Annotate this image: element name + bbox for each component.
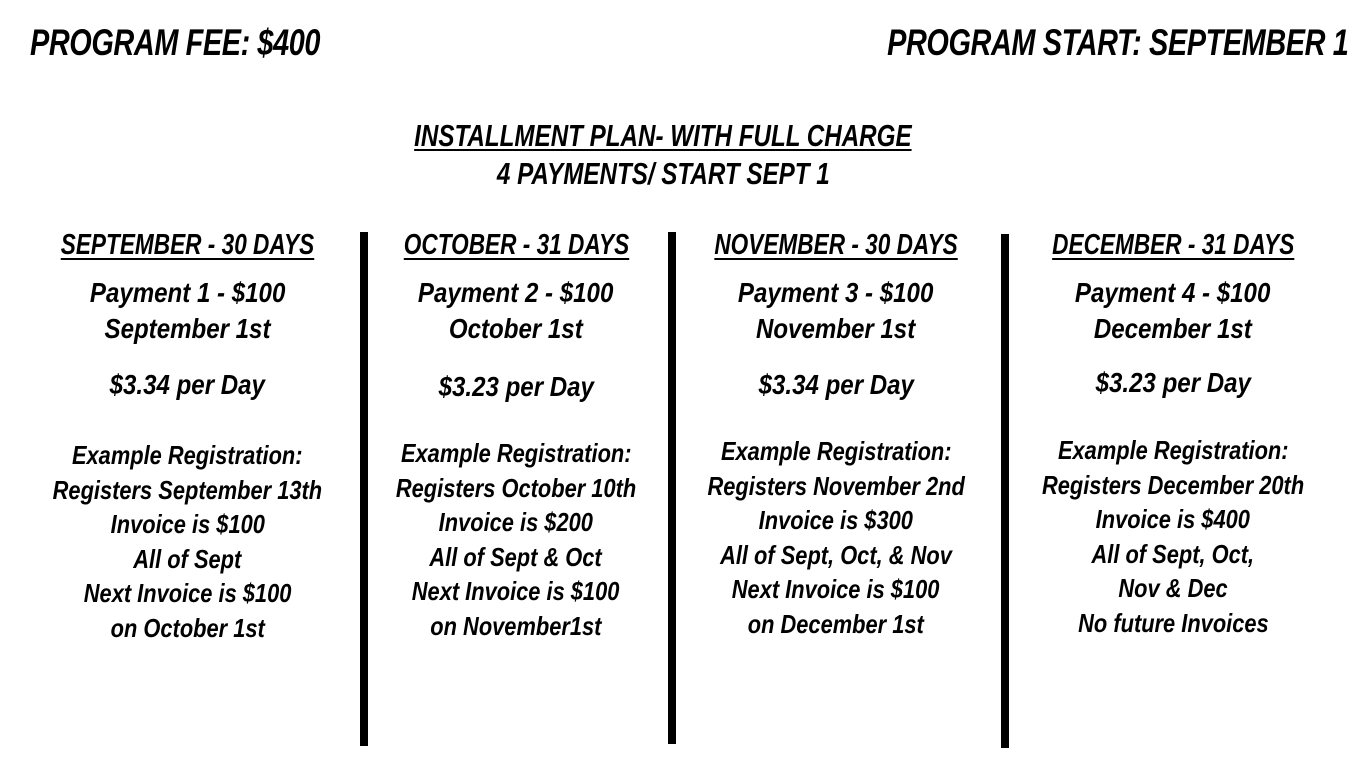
month-column-november <box>674 228 998 641</box>
example-line: Next Invoice is $100 <box>732 574 940 604</box>
example-title: Example Registration: <box>72 440 303 470</box>
example-line: Next Invoice is $100 <box>412 576 620 606</box>
example-line: Registers December 20th <box>1041 469 1305 500</box>
plan-title: INSTALLMENT PLAN- WITH FULL CHARGE <box>414 118 912 153</box>
example-registration <box>1008 433 1338 640</box>
example-line: Invoice is $100 <box>110 509 265 539</box>
program-fee: PROGRAM FEE: $400 <box>30 22 321 63</box>
example-line: All of Sept & Oct <box>429 541 603 572</box>
per-day-rate: $3.34 per Day <box>109 369 266 400</box>
installment-plan-heading <box>0 117 1326 193</box>
example-line: All of Sept, Oct, <box>1091 538 1255 569</box>
example-title: Example Registration: <box>400 438 632 468</box>
month-heading: NOVEMBER - 30 DAYS <box>714 229 958 261</box>
payment-due-date: September 1st <box>104 313 271 344</box>
example-line: Next Invoice is $100 <box>83 578 292 608</box>
month-column-december <box>1008 228 1338 640</box>
column-divider <box>360 232 368 746</box>
payment-amount: Payment 4 - $100 <box>1075 277 1271 308</box>
example-line: on October 1st <box>110 612 265 643</box>
payment-info <box>20 275 355 347</box>
month-heading: DECEMBER - 31 DAYS <box>1051 229 1295 261</box>
payment-due-date: November 1st <box>756 313 916 344</box>
program-start: PROGRAM START: SEPTEMBER 1 <box>886 22 1348 63</box>
example-line: Invoice is $300 <box>758 505 914 535</box>
payment-info <box>368 275 664 347</box>
example-line: No future Invoices <box>1077 607 1269 638</box>
example-line: on December 1st <box>747 608 925 639</box>
example-registration <box>368 436 664 643</box>
month-heading: OCTOBER - 31 DAYS <box>403 229 629 261</box>
example-line: Invoice is $400 <box>1095 504 1251 534</box>
payment-info <box>674 275 998 347</box>
per-day-rate: $3.23 per Day <box>1095 367 1251 398</box>
example-line: Nov & Dec <box>1118 573 1228 603</box>
example-registration <box>674 434 998 641</box>
payment-amount: Payment 1 - $100 <box>89 277 286 308</box>
example-line: All of Sept, Oct, & Nov <box>720 539 952 570</box>
payment-amount: Payment 2 - $100 <box>418 277 614 308</box>
example-title: Example Registration: <box>720 436 952 466</box>
example-line: All of Sept <box>133 543 242 574</box>
plan-subtitle: 4 PAYMENTS/ START SEPT 1 <box>496 156 830 191</box>
example-line: Registers November 2nd <box>707 470 965 501</box>
example-line: Registers October 10th <box>395 472 637 503</box>
payment-info <box>1008 275 1338 347</box>
example-line: Invoice is $200 <box>438 507 594 537</box>
month-heading: SEPTEMBER - 30 DAYS <box>60 229 315 261</box>
payment-amount: Payment 3 - $100 <box>738 277 934 308</box>
example-title: Example Registration: <box>1057 435 1289 465</box>
example-line: on November1st <box>430 610 602 641</box>
per-day-rate: $3.34 per Day <box>758 369 914 400</box>
payment-due-date: December 1st <box>1094 313 1252 344</box>
month-column-september <box>20 228 355 645</box>
per-day-rate: $3.23 per Day <box>438 371 594 402</box>
example-line: Registers September 13th <box>52 474 323 505</box>
example-registration <box>20 438 355 645</box>
payment-due-date: October 1st <box>449 313 583 344</box>
month-column-october <box>368 228 664 643</box>
